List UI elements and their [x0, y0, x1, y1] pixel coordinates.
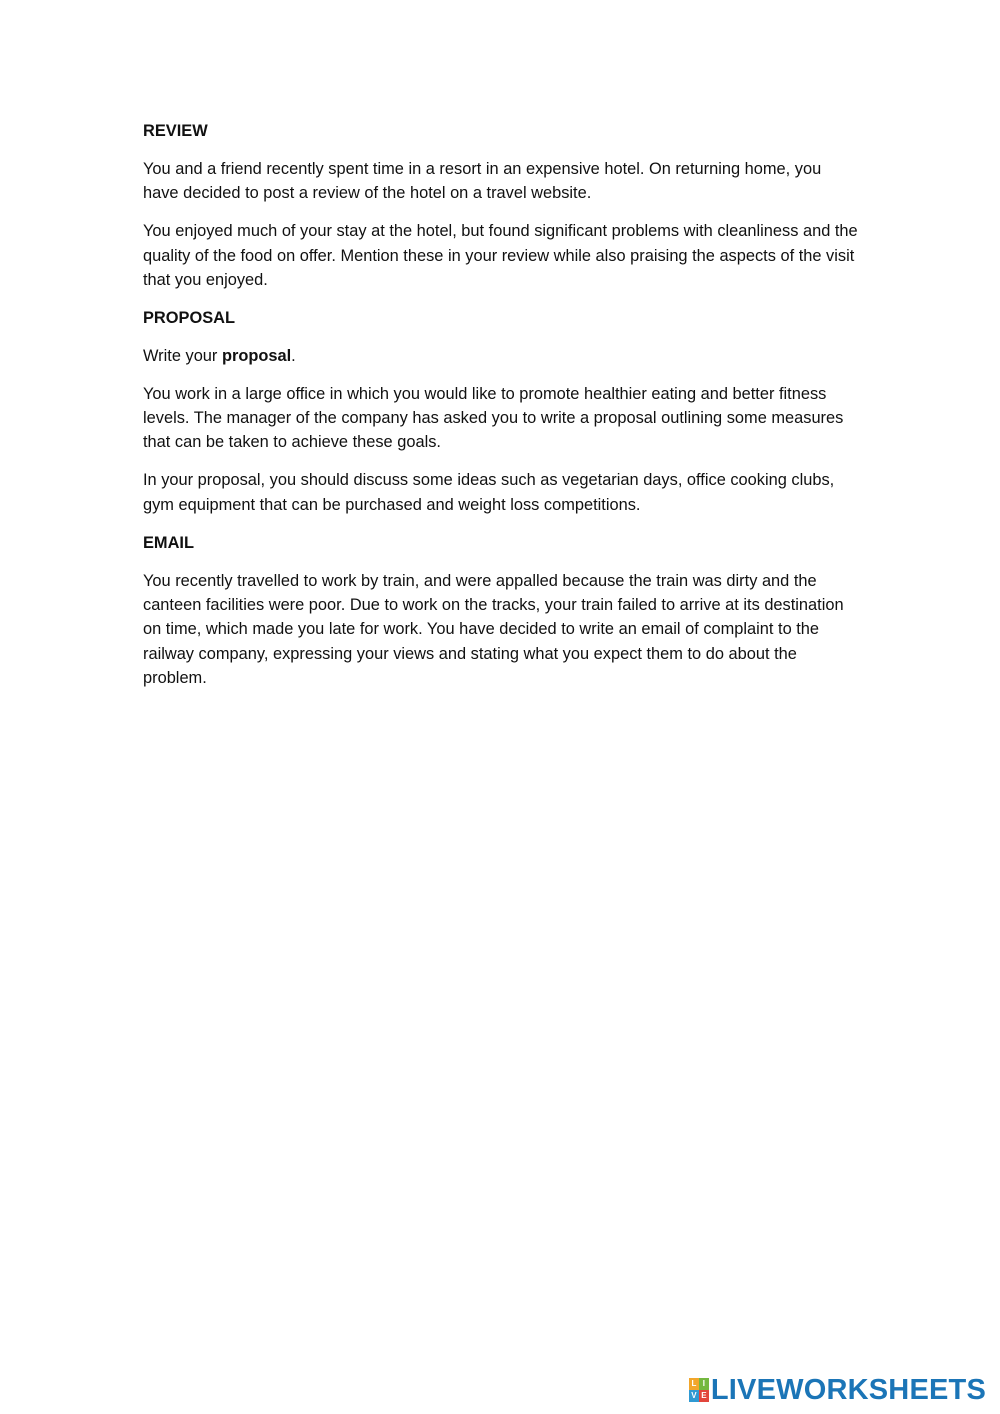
proposal-instruction-prefix: Write your [143, 346, 222, 365]
proposal-paragraph-1: You work in a large office in which you would like to promote healthier eating and better fitness levels. The manager of the company has asked you to write a proposal outlining some measures that can be taken to achieve these goals. [143, 384, 844, 452]
review-paragraph-2: You enjoyed much of your stay at the hotel, but found significant problems with cleanliness and the quality of the food on offer. Mention these in your review while also praising the aspects of the visit that you enjoyed. [143, 222, 858, 289]
logo-mark-e: E [699, 1390, 709, 1402]
proposal-paragraph-2: In your proposal, you should discuss some ideas such as vegetarian days, office cooking clubs, gym equipment that can be purchased and weight loss competitions. [143, 471, 835, 514]
proposal-instruction [143, 344, 858, 368]
worksheet-content [143, 119, 858, 704]
liveworksheets-logo[interactable] [689, 1375, 986, 1405]
email-heading: EMAIL [143, 533, 194, 552]
liveworksheets-logo-text: LIVEWORKSHEETS [710, 1374, 986, 1406]
logo-mark-v: V [689, 1390, 699, 1402]
liveworksheets-logo-icon [689, 1378, 709, 1402]
proposal-instruction-bold: proposal [221, 346, 292, 365]
logo-mark-l: L [689, 1378, 699, 1390]
review-paragraph-1: You and a friend recently spent time in a resort in an expensive hotel. On returning home, you have decided to post a review of the hotel on a travel website. [143, 159, 822, 203]
logo-mark-i: I [699, 1378, 709, 1390]
proposal-instruction-suffix: . [291, 346, 296, 365]
proposal-heading: PROPOSAL [143, 308, 235, 327]
email-paragraph-1: You recently travelled to work by train, and were appalled because the train was dirty and the canteen facilities were poor. Due to work on the tracks, your train failed to arrive at its destination on time, which made you late for work. You have decided to write an email of complaint to the railway company, expressing your views and stating what you expect them to do about the problem. [143, 571, 844, 687]
review-heading: REVIEW [143, 122, 208, 140]
